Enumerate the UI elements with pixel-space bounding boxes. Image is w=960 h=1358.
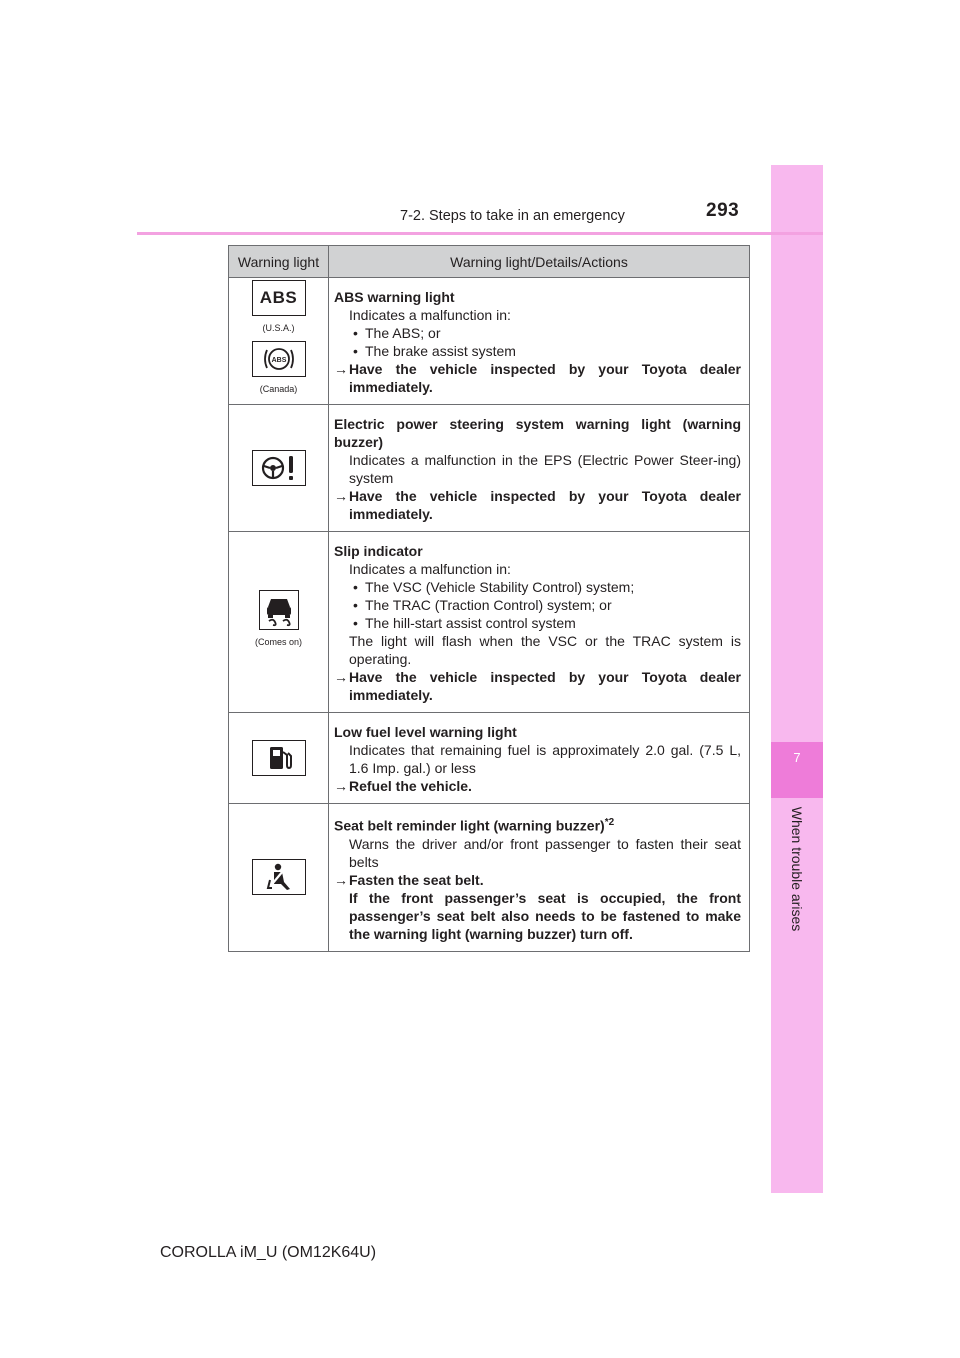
action-line (334, 487, 741, 523)
icon-cell (229, 278, 329, 405)
chapter-number: 7 (793, 750, 801, 765)
warning-light-table (228, 245, 750, 952)
bullet-text: The brake assist system (365, 343, 516, 359)
bullet-text: The VSC (Vehicle Stability Control) system; (365, 579, 635, 595)
action-note: If the front passenger’s seat is occupied, the front passenger’s seat belt also needs to be fastened to make the warning light (warning buzzer) turn off. (349, 889, 741, 942)
row-line: Indicates a malfunction in: (349, 561, 511, 577)
action-text: Refuel the vehicle. (349, 778, 472, 794)
row-title (334, 814, 741, 835)
action-line (334, 777, 741, 795)
row-title: Low fuel level warning light (334, 724, 517, 740)
table-row (229, 804, 750, 952)
seat-belt-icon (252, 859, 306, 895)
row-line: Warns the driver and/or front passenger to fasten their seat belts (349, 835, 741, 870)
bullet-text: The hill-start assist control system (365, 615, 576, 631)
table-header-row (229, 246, 750, 278)
bullet-mark: • (353, 325, 358, 341)
table-row (229, 278, 750, 405)
icon-cell (229, 405, 329, 532)
action-line (334, 360, 741, 396)
arrow-icon: → (334, 871, 348, 888)
table-row (229, 713, 750, 804)
action-text: Have the vehicle inspected by your Toyota dealer immediately. (349, 488, 741, 522)
row-line: The light will flash when the VSC or the TRAC system is operating. (349, 633, 741, 667)
table-row (229, 532, 750, 713)
row-title: Electric power steering system warning light (warning buzzer) (334, 416, 741, 450)
arrow-icon: → (334, 778, 348, 794)
action-text: Have the vehicle inspected by your Toyota dealer immediately. (349, 361, 741, 395)
section-title: 7-2. Steps to take in an emergency (400, 208, 625, 224)
action-line (334, 668, 741, 704)
details-cell (329, 405, 750, 532)
arrow-icon: → (334, 488, 348, 504)
bullet-text: The ABS; or (365, 325, 441, 341)
bullet-item (334, 614, 741, 632)
steering-warning-icon (252, 450, 306, 486)
icon-caption-usa: (U.S.A.) (262, 323, 295, 333)
abs-canada-icon-text: ABS (271, 357, 286, 364)
bullet-item (334, 324, 741, 342)
bullet-text: The TRAC (Traction Control) system; or (365, 597, 612, 613)
chapter-side-tab (771, 165, 823, 1193)
bullet-mark: • (353, 579, 358, 595)
row-title: Slip indicator (334, 543, 423, 559)
header-rule (137, 232, 823, 235)
icon-cell (229, 713, 329, 804)
bullet-mark: • (353, 615, 358, 631)
row-line: Indicates a malfunction in the EPS (Electric Power Steer-ing) system (349, 452, 741, 486)
footer-model: COROLLA iM_U (OM12K64U) (160, 1244, 377, 1261)
action-line (334, 871, 741, 889)
bullet-item (334, 596, 741, 614)
bullet-mark: • (353, 597, 358, 613)
action-text: Have the vehicle inspected by your Toyota dealer immediately. (349, 669, 741, 703)
bullet-mark: • (353, 343, 358, 359)
row-title-text: Seat belt reminder light (warning buzzer) (334, 817, 605, 834)
col-header-warning-light: Warning light (229, 246, 329, 278)
icon-caption-canada: (Canada) (259, 384, 298, 394)
details-cell (329, 804, 750, 952)
details-cell (329, 532, 750, 713)
abs-icon (252, 280, 306, 316)
details-cell (329, 278, 750, 405)
arrow-icon: → (334, 669, 348, 685)
abs-canada-icon (252, 341, 306, 377)
table-row (229, 405, 750, 532)
icon-cell (229, 804, 329, 952)
row-line: Indicates a malfunction in: (349, 307, 511, 323)
bullet-item (334, 342, 741, 360)
action-text: Fasten the seat belt. (349, 871, 484, 888)
icon-cell (229, 532, 329, 713)
row-title: ABS warning light (334, 289, 455, 305)
details-cell (329, 713, 750, 804)
fuel-icon (252, 740, 306, 776)
chapter-label: When trouble arises (789, 806, 805, 932)
footnote-marker: *2 (604, 817, 615, 828)
arrow-icon: → (334, 361, 348, 377)
slip-indicator-icon (259, 590, 299, 630)
bullet-item (334, 578, 741, 596)
row-line: Indicates that remaining fuel is approximately 2.0 gal. (7.5 L, 1.6 Imp. gal.) or less (349, 742, 741, 776)
page-number: 293 (706, 200, 740, 221)
icon-caption-comes-on: (Comes on) (254, 636, 302, 647)
col-header-details: Warning light/Details/Actions (329, 246, 750, 278)
abs-icon-text: ABS (259, 288, 298, 307)
